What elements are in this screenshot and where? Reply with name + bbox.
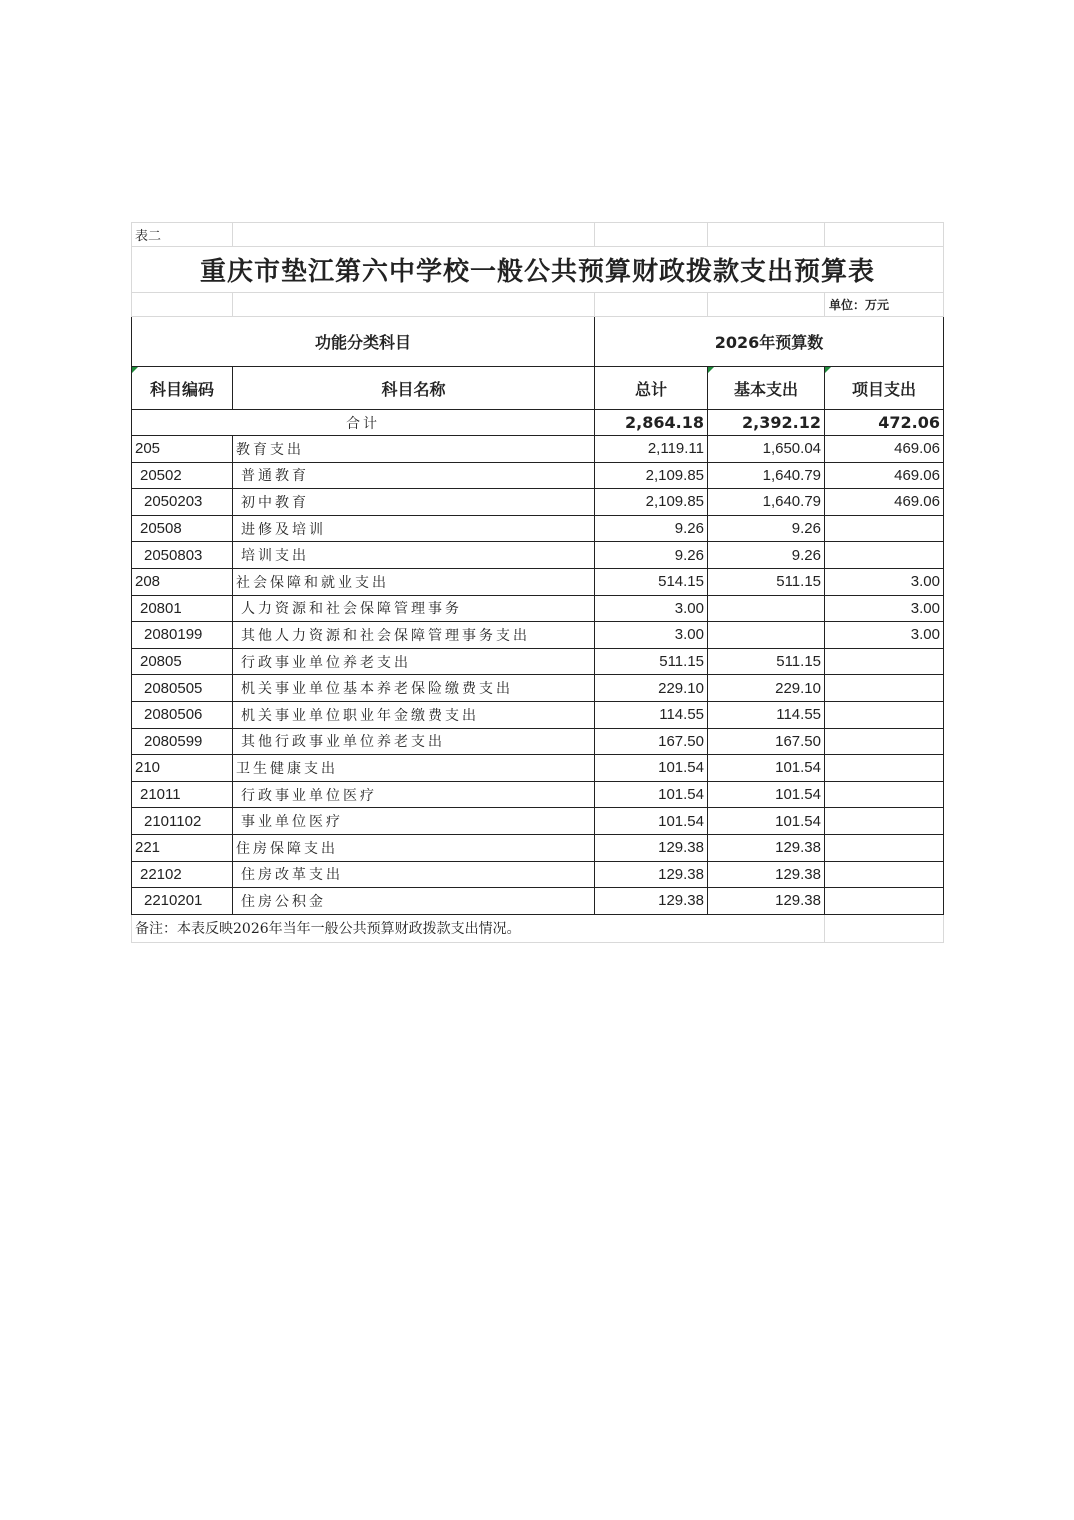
row-total: 2,119.11: [595, 436, 708, 463]
row-name: 机关事业单位基本养老保险缴费支出: [233, 675, 595, 702]
row-total: 101.54: [595, 781, 708, 808]
table-row: [132, 728, 944, 755]
row-name: 培训支出: [233, 542, 595, 569]
table-label-row: [132, 223, 944, 247]
row-code: 20508: [132, 515, 233, 542]
row-name: 住房改革支出: [233, 861, 595, 888]
total-label: 合计: [132, 410, 595, 436]
row-code: 2080506: [132, 701, 233, 728]
row-total: 129.38: [595, 861, 708, 888]
row-project: [825, 701, 944, 728]
row-code: 20801: [132, 595, 233, 622]
row-basic: 101.54: [708, 808, 825, 835]
row-name: 其他人力资源和社会保障管理事务支出: [233, 622, 595, 649]
row-project: [825, 515, 944, 542]
table-row: [132, 595, 944, 622]
row-basic: 101.54: [708, 755, 825, 782]
table-row: [132, 515, 944, 542]
table-row: [132, 755, 944, 782]
row-project: [825, 755, 944, 782]
col-header-project: 项目支出: [825, 367, 944, 410]
row-total: 3.00: [595, 595, 708, 622]
row-basic: [708, 595, 825, 622]
row-basic: 114.55: [708, 701, 825, 728]
total-project: 472.06: [825, 410, 944, 436]
row-code: 22102: [132, 861, 233, 888]
row-total: 514.15: [595, 568, 708, 595]
table-row: [132, 622, 944, 649]
table-row: [132, 834, 944, 861]
col-header-code: 科目编码: [132, 367, 233, 410]
table-row: [132, 861, 944, 888]
row-name: 初中教育: [233, 489, 595, 516]
table-row: [132, 436, 944, 463]
total-row: [132, 410, 944, 436]
row-code: 221: [132, 834, 233, 861]
page-title: 重庆市垫江第六中学校一般公共预算财政拨款支出预算表: [132, 247, 944, 293]
row-code: 21011: [132, 781, 233, 808]
row-name: 人力资源和社会保障管理事务: [233, 595, 595, 622]
row-basic: 511.15: [708, 568, 825, 595]
table-label: 表二: [132, 223, 233, 247]
row-total: 101.54: [595, 755, 708, 782]
row-code: 2080199: [132, 622, 233, 649]
row-project: 469.06: [825, 462, 944, 489]
row-code: 2050803: [132, 542, 233, 569]
table-row: [132, 781, 944, 808]
budget-table: [131, 222, 944, 943]
total-total: 2,864.18: [595, 410, 708, 436]
row-total: 2,109.85: [595, 489, 708, 516]
row-name: 住房公积金: [233, 888, 595, 915]
row-total: 9.26: [595, 542, 708, 569]
row-basic: 101.54: [708, 781, 825, 808]
row-basic: 9.26: [708, 515, 825, 542]
row-name: 教育支出: [233, 436, 595, 463]
table-row: [132, 648, 944, 675]
row-project: 469.06: [825, 489, 944, 516]
row-project: [825, 888, 944, 915]
row-project: [825, 648, 944, 675]
table-row: [132, 542, 944, 569]
table-note: 备注：本表反映2026年当年一般公共预算财政拨款支出情况。: [132, 914, 825, 942]
row-basic: 129.38: [708, 888, 825, 915]
table-row: [132, 701, 944, 728]
row-basic: 229.10: [708, 675, 825, 702]
row-name: 行政事业单位医疗: [233, 781, 595, 808]
row-total: 511.15: [595, 648, 708, 675]
table-row: [132, 675, 944, 702]
row-basic: 511.15: [708, 648, 825, 675]
row-code: 205: [132, 436, 233, 463]
row-total: 129.38: [595, 834, 708, 861]
unit-label: 单位：万元: [825, 293, 944, 317]
row-project: [825, 808, 944, 835]
row-code: 2050203: [132, 489, 233, 516]
row-basic: [708, 622, 825, 649]
row-project: 469.06: [825, 436, 944, 463]
row-basic: 129.38: [708, 861, 825, 888]
row-name: 进修及培训: [233, 515, 595, 542]
row-total: 229.10: [595, 675, 708, 702]
col-header-basic: 基本支出: [708, 367, 825, 410]
row-code: 2080505: [132, 675, 233, 702]
row-project: [825, 728, 944, 755]
row-project: [825, 675, 944, 702]
row-project: [825, 542, 944, 569]
table-row: [132, 568, 944, 595]
budget-sheet: [131, 222, 943, 943]
row-basic: 1,640.79: [708, 462, 825, 489]
row-name: 社会保障和就业支出: [233, 568, 595, 595]
row-project: [825, 834, 944, 861]
row-project: [825, 861, 944, 888]
header-group-row: [132, 317, 944, 367]
row-name: 行政事业单位养老支出: [233, 648, 595, 675]
row-code: 208: [132, 568, 233, 595]
header-group-left: 功能分类科目: [132, 317, 595, 367]
col-header-name: 科目名称: [233, 367, 595, 410]
row-code: 20502: [132, 462, 233, 489]
table-row: [132, 808, 944, 835]
row-name: 事业单位医疗: [233, 808, 595, 835]
row-name: 住房保障支出: [233, 834, 595, 861]
table-row: [132, 462, 944, 489]
row-code: 2210201: [132, 888, 233, 915]
row-code: 2101102: [132, 808, 233, 835]
row-total: 9.26: [595, 515, 708, 542]
row-total: 2,109.85: [595, 462, 708, 489]
row-basic: 129.38: [708, 834, 825, 861]
row-total: 114.55: [595, 701, 708, 728]
row-project: 3.00: [825, 568, 944, 595]
table-row: [132, 888, 944, 915]
row-basic: 9.26: [708, 542, 825, 569]
row-code: 2080599: [132, 728, 233, 755]
header-group-right: 2026年预算数: [595, 317, 944, 367]
row-basic: 1,650.04: [708, 436, 825, 463]
row-total: 3.00: [595, 622, 708, 649]
row-total: 167.50: [595, 728, 708, 755]
total-basic: 2,392.12: [708, 410, 825, 436]
row-name: 普通教育: [233, 462, 595, 489]
unit-row: [132, 293, 944, 317]
title-row: [132, 247, 944, 293]
row-total: 101.54: [595, 808, 708, 835]
row-project: 3.00: [825, 622, 944, 649]
row-code: 20805: [132, 648, 233, 675]
header-column-row: [132, 367, 944, 410]
table-row: [132, 489, 944, 516]
row-basic: 1,640.79: [708, 489, 825, 516]
row-basic: 167.50: [708, 728, 825, 755]
row-name: 卫生健康支出: [233, 755, 595, 782]
row-total: 129.38: [595, 888, 708, 915]
note-row: [132, 914, 944, 942]
row-name: 其他行政事业单位养老支出: [233, 728, 595, 755]
row-name: 机关事业单位职业年金缴费支出: [233, 701, 595, 728]
row-project: 3.00: [825, 595, 944, 622]
row-code: 210: [132, 755, 233, 782]
col-header-total: 总计: [595, 367, 708, 410]
row-project: [825, 781, 944, 808]
